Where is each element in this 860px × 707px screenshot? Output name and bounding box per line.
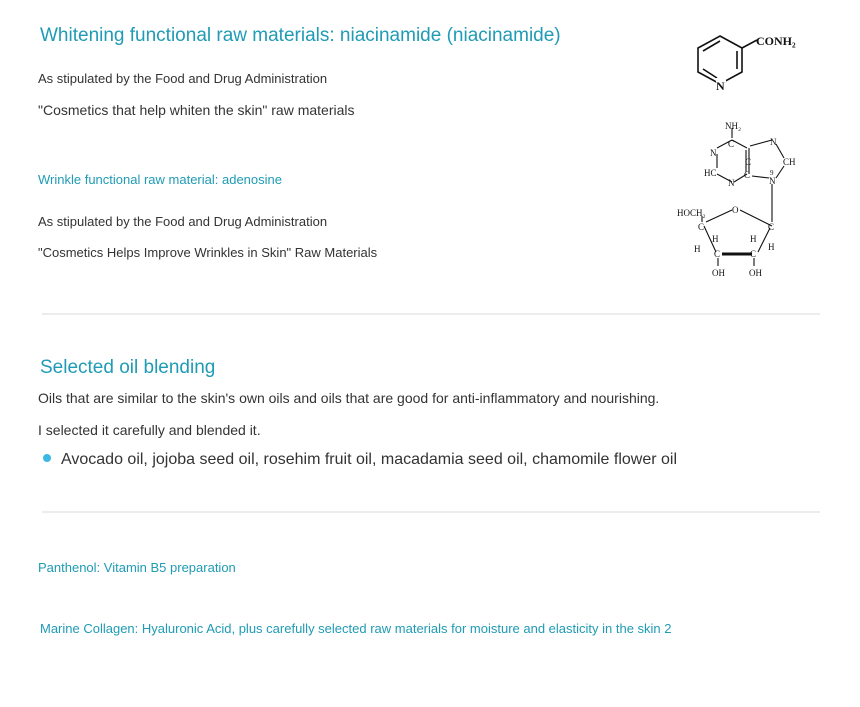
oil-line-1: Oils that are similar to the skin's own oils and oils that are good for anti-inflammatory and nourishing. — [38, 390, 660, 406]
adenosine-structure-icon — [672, 118, 810, 280]
wrinkle-line-1: As stipulated by the Food and Drug Administration — [38, 214, 328, 229]
divider-1 — [42, 313, 820, 315]
adenosine-hoch2: HOCH₂ — [677, 208, 706, 218]
adenosine-hc: HC — [704, 168, 717, 178]
whitening-title: Whitening functional raw materials: niacinamide (niacinamide) — [40, 25, 561, 46]
adenosine-h4: H — [768, 242, 775, 252]
panthenol-label: Panthenol: Vitamin B5 preparation — [38, 560, 236, 575]
adenosine-nine: 9 — [770, 169, 774, 177]
adenosine-c6: C — [728, 139, 735, 149]
bullet-dot-icon — [43, 454, 51, 462]
adenosine-o: O — [732, 205, 739, 215]
adenosine-n1: N — [710, 148, 717, 158]
niacinamide-structure-icon — [690, 26, 810, 98]
adenosine-c4: C — [744, 170, 751, 180]
oil-list-item: Avocado oil, jojoba seed oil, rosehim fruit oil, macadamia seed oil, chamomile flower oil — [61, 451, 677, 468]
adenosine-n7: N — [770, 137, 777, 147]
divider-2 — [42, 511, 820, 513]
adenosine-c1p: C — [768, 222, 775, 232]
adenosine-n9: N — [769, 176, 776, 186]
wrinkle-line-2: "Cosmetics Helps Improve Wrinkles in Skin" Raw Materials — [38, 245, 378, 260]
whitening-line-1: As stipulated by the Food and Drug Administration — [38, 71, 328, 86]
adenosine-c4p: C — [698, 222, 705, 232]
oil-line-2: I selected it carefully and blended it. — [38, 422, 261, 438]
wrinkle-title: Wrinkle functional raw material: adenosine — [38, 172, 282, 187]
adenosine-oh1: OH — [712, 268, 725, 278]
whitening-line-2: "Cosmetics that help whiten the skin" raw materials — [38, 102, 355, 118]
niacinamide-group-label: CONH₂ — [756, 34, 796, 48]
adenosine-c3p: C — [714, 249, 721, 259]
adenosine-oh2: OH — [749, 268, 762, 278]
collagen-label: Marine Collagen: Hyaluronic Acid, plus carefully selected raw materials for moisture and elasticity in the skin 2 — [40, 621, 672, 636]
adenosine-h1: H — [694, 244, 701, 254]
adenosine-h3: H — [750, 234, 757, 244]
niacinamide-n-label: N — [716, 79, 725, 93]
adenosine-c5: C — [745, 157, 752, 167]
adenosine-c2p: C — [750, 249, 757, 259]
adenosine-n3: N — [728, 178, 735, 188]
oil-title: Selected oil blending — [40, 357, 216, 378]
adenosine-nh2: NH₂ — [725, 121, 742, 131]
adenosine-h2: H — [712, 234, 719, 244]
adenosine-c8: CH — [783, 157, 796, 167]
